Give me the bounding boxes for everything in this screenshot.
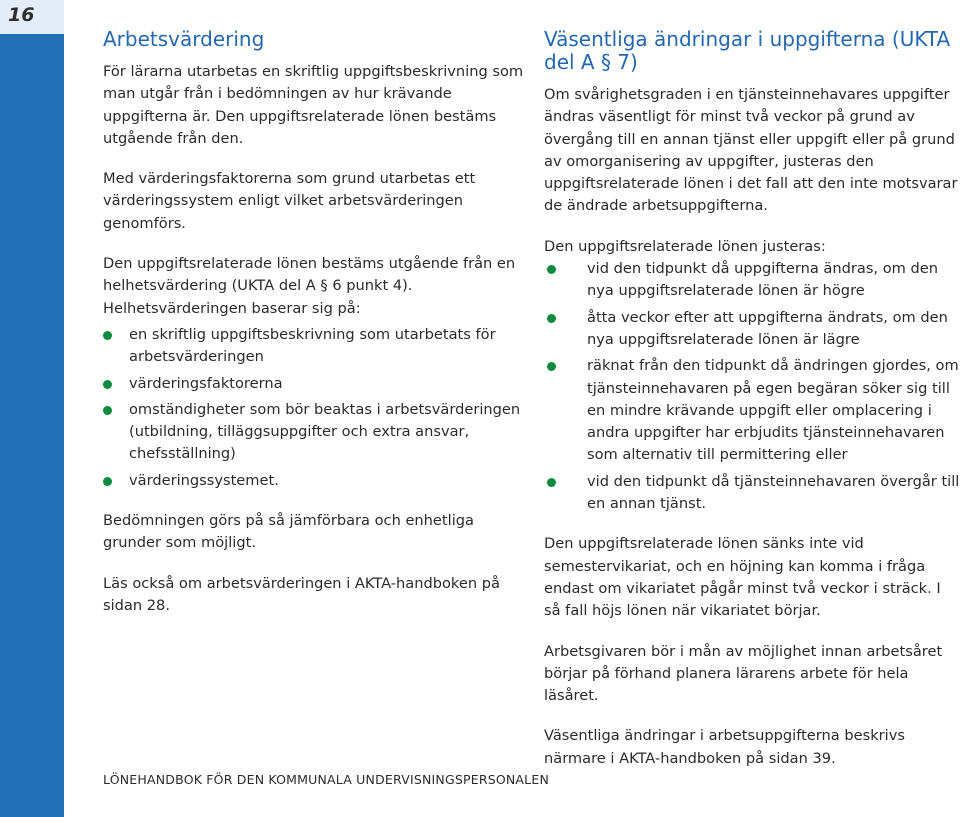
left-paragraph-1: För lärarna utarbetas en skriftlig uppgiftsbeskrivning som man utgår från i bedömningen av hur krävande uppgifterna är. Den uppgiftsrelaterade lönen bestäms utgående från den. <box>103 63 524 147</box>
list-item: åtta veckor efter att uppgifterna ändrats, om den nya uppgiftsrelaterade lönen är lägre <box>544 307 960 352</box>
list-item: omständigheter som bör beaktas i arbetsvärderingen (utbildning, tilläggsuppgifter och extra ansvar, chefsställning) <box>86 399 528 466</box>
list-item: vid den tidpunkt då uppgifterna ändras, om den nya uppgiftsrelaterade lönen är högre <box>544 258 960 303</box>
left-paragraph-2: Med värderingsfaktorerna som grund utarbetas ett värderingssystem enligt vilket arbetsvärderingen genomförs. <box>103 170 476 232</box>
bullet-icon <box>103 406 112 415</box>
page-number: 16 <box>8 4 35 26</box>
left-bullet-list <box>86 324 528 492</box>
bullet-icon <box>103 477 112 486</box>
bullet-icon <box>547 314 556 323</box>
bullet-icon <box>103 331 112 340</box>
bullet-icon <box>547 265 556 274</box>
side-color-bar <box>0 34 64 817</box>
list-item: värderingsfaktorerna <box>86 373 528 395</box>
right-paragraph-4: Arbetsgivaren bör i mån av möjlighet innan arbetsåret börjar på förhand planera lärarens arbete för hela läsåret. <box>544 642 943 705</box>
list-item: värderingssystemet. <box>86 470 528 492</box>
left-paragraph-3: Den uppgiftsrelaterade lönen bestäms utgående från en helhetsvärdering (UKTA del A § 6 punkt 4). Helhetsvärderingen baserar sig på: <box>103 255 516 317</box>
right-column <box>544 28 960 770</box>
right-paragraph-2: Den uppgiftsrelaterade lönen justeras: <box>544 237 826 255</box>
right-paragraph-1: Om svårighetsgraden i en tjänsteinnehavares uppgifter ändras väsentligt för minst två veckor på grund av övergång till en annan tjänst eller uppgift eller på grund av omorganisering av uppgifter, justeras den uppgiftsrelaterade lönen i det fall att den inte motsvarar de ändrade arbetsuppgifterna. <box>544 86 958 215</box>
list-item: en skriftlig uppgiftsbeskrivning som utarbetats för arbetsvärderingen <box>86 324 528 369</box>
bullet-icon <box>547 362 556 371</box>
bullet-icon <box>547 478 556 487</box>
left-paragraph-4: Bedömningen görs på så jämförbara och enhetliga grunder som möjligt. <box>103 512 474 552</box>
left-paragraph-5: Läs också om arbetsvärderingen i AKTA-handboken på sidan 28. <box>103 574 500 614</box>
left-column <box>103 28 528 617</box>
list-item: vid den tidpunkt då tjänsteinnehavaren övergår till en annan tjänst. <box>544 471 960 516</box>
right-paragraph-3: Den uppgiftsrelaterade lönen sänks inte vid semestervikariat, och en höjning kan komma i fråga endast om vikariatet pågår minst två veckor i sträck. I så fall höjs lönen när vikariatet börjar. <box>544 535 941 620</box>
page-number-box <box>0 0 64 34</box>
right-paragraph-5: Väsentliga ändringar i arbetsuppgifterna beskrivs närmare i AKTA-handboken på sidan 39. <box>544 727 905 767</box>
left-heading: Arbetsvärdering <box>103 27 265 51</box>
list-item: räknat från den tidpunkt då ändringen gjordes, om tjänsteinnehavaren på egen begäran söker sig till en mindre krävande uppgift eller omplacering i andra uppgifter har erbjudits tjänsteinnehavaren som alternativ till permittering eller <box>544 355 960 466</box>
right-bullet-list <box>544 258 960 515</box>
right-heading: Väsentliga ändringar i uppgifterna (UKTA del A § 7) <box>544 27 951 74</box>
bullet-icon <box>103 380 112 389</box>
footer-running-title: LÖNEHANDBOK FÖR DEN KOMMUNALA UNDERVISNINGSPERSONALEN <box>103 772 549 787</box>
